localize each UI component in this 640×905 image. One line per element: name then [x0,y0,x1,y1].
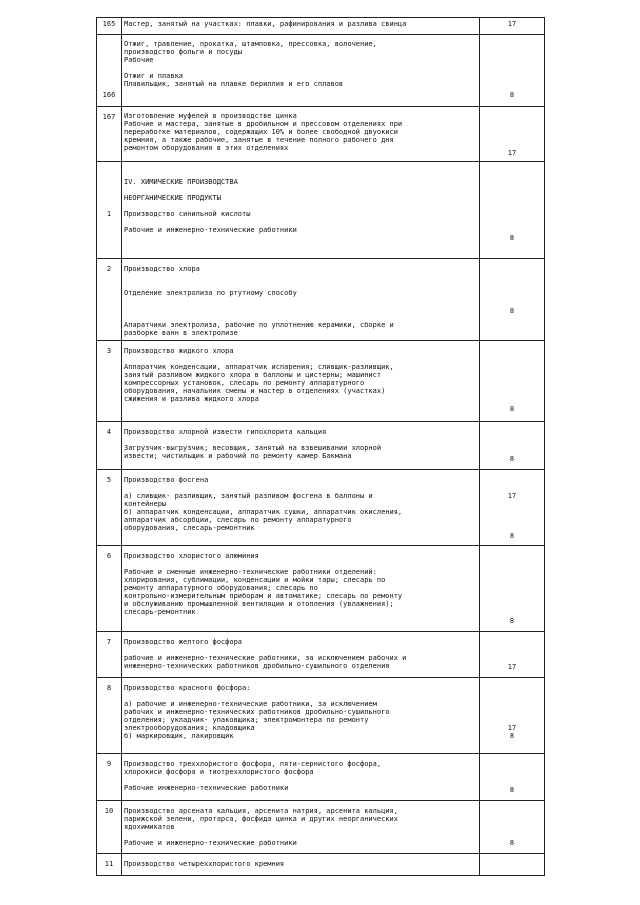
description-line: рабочие и инженерно-технические работники, за исключением рабочих и [124,654,407,662]
row-value-cell [480,632,545,678]
row-number: 167 [102,113,116,121]
table-row [97,546,545,632]
row-description-cell [122,162,480,259]
description-line: парижской зелени, протарса, фосфида цинка и других неорганических [124,815,398,823]
row-value: 17 [507,149,517,157]
description-line [124,186,479,194]
row-value: 8 [509,455,515,463]
table-row [97,259,545,341]
row-description-cell [122,422,480,470]
description-line: IV. ХИМИЧЕСКИЕ ПРОИЗВОДСТВА [124,178,238,186]
description-line: Аппаратчик конденсации, аппаратчик испарения; сливщик-разливщик, [124,363,394,371]
row-value: 17 [507,492,517,500]
table-row [97,801,545,854]
description-line [124,776,479,784]
row-number-cell [97,854,122,876]
table-row [97,18,545,35]
table-row [97,422,545,470]
row-value: 17 [507,20,517,28]
row-value-cell [480,754,545,801]
description-line [124,560,479,568]
row-value [480,860,544,868]
row-description-cell [122,801,480,854]
row-number-cell [97,107,122,162]
row-value-cell [480,107,545,162]
description-line: Рабочие [124,56,154,64]
row-value-cell [480,259,545,341]
description-line: Плавильщик, занятый на плавке бериллия и его сплавов [124,80,344,88]
row-number-cell [97,546,122,632]
description-line: б) маркировщик, лакировщик [124,732,234,740]
description-line: кремния, а также рабочие, занятые в течение полного рабочего дня [124,136,394,144]
description-line: а) сливщик- разливщик, занятый разливом фосгена в баллоны и [124,492,373,500]
description-line [124,305,479,313]
row-description-cell [122,546,480,632]
description-line: контейнеры [124,500,167,508]
row-value-cell [480,854,545,876]
description-line: б) аппаратчик конденсации, аппаратчик сушки, аппаратчик окисления, [124,508,403,516]
description-line: Производство арсената кальция, арсенита натрия, арсенита кальция, [124,807,398,815]
description-line: Рабочие и инженерно-технические работники [124,839,297,847]
description-line: хлорокиси фосфора и тиотреххлористого фосфора [124,768,314,776]
description-line: оборудования, слесарь-ремонтник [124,524,255,532]
row-number: 166 [102,91,116,99]
description-line: Отжиг и плавка [124,72,184,80]
row-description-cell [122,107,480,162]
description-line: Рабочие инженерно-технические работники [124,784,289,792]
table-row [97,470,545,546]
table-row [97,35,545,107]
table-row [97,678,545,754]
row-number: 3 [106,347,112,355]
description-line [124,831,479,839]
description-line: Апаратчики электролиза, рабочие по уплотнению керамики, сборке и [124,321,394,329]
description-line: компрессорных установок, слесарь по ремонту аппаратурного [124,379,365,387]
description-line: хлорирования, сублимации, конденсации и мойки тары; слесарь по [124,576,386,584]
row-number: 11 [104,860,114,868]
description-line: Производство хлорной извести гипохлорита кальция [124,428,327,436]
description-line: Отделение электролиза по ртутному способу [124,289,297,297]
description-line: Производство хлора [124,265,200,273]
row-number-cell [97,162,122,259]
description-line: Загрузчик-выгрузчик; весовщик, занятый на взвешивании хлорной [124,444,382,452]
description-line: Производство красного фосфора: [124,684,251,692]
description-line: рабочих и инженерно-технических работников дробильно-сушильного [124,708,390,716]
description-line: занятый разливом жидкого хлора в баллоны и цистерны; машинист [124,371,382,379]
description-line: сжижения и разлива жидкого хлора [124,395,259,403]
row-number-cell [97,35,122,107]
row-number-cell [97,422,122,470]
table-row [97,854,545,876]
row-value: 8 [509,532,515,540]
row-number: 9 [106,760,112,768]
row-description-cell [122,470,480,546]
row-number-cell [97,754,122,801]
description-line [124,692,479,700]
row-description-cell [122,854,480,876]
description-line [124,273,479,281]
description-line: ремонтом оборудования в этих отделениях [124,144,289,152]
table-row [97,341,545,422]
row-value: 17 [507,724,517,732]
table-row [97,754,545,801]
hazard-list-table [96,17,545,876]
row-description-cell [122,678,480,754]
row-value: 8 [509,234,515,242]
row-value-cell [480,35,545,107]
row-number-cell [97,341,122,422]
description-line: оборудования, начальник смены и мастер в отделениях (участках) [124,387,386,395]
description-line: Производство треххлористого фосфора, пяти-сернистого фосфора, [124,760,382,768]
description-line: Рабочие и сменные инженерно-технические работники отделений: [124,568,377,576]
row-value: 8 [509,405,515,413]
description-line [124,202,479,210]
table-row [97,107,545,162]
description-line: а) рабочие и инженерно-технические работники, за исключением [124,700,377,708]
description-line [124,64,479,72]
description-line [124,281,479,289]
description-line: Отжиг, травление, прокатка, штамповка, прессовка, волочение, [124,40,377,48]
description-line: инженерно-технических работников дробильно-сушильного отделения [124,662,390,670]
row-number-cell [97,632,122,678]
row-value-cell [480,546,545,632]
description-line: и обслуживанию промышленной вентиляции и отопления (увлажнения); [124,600,394,608]
description-line: контрольно-измерительным приборам и автоматике; слесарь по ремонту [124,592,403,600]
row-value: 8 [509,786,515,794]
row-description-cell [122,341,480,422]
row-value: 8 [509,617,515,625]
row-number-cell [97,18,122,35]
row-number: 2 [106,265,112,273]
row-number: 1 [106,210,112,218]
description-line: электрооборудования; кладовщика [124,724,255,732]
description-line: ядохимикатов [124,823,175,831]
row-value-cell [480,18,545,35]
row-number: 5 [106,476,112,484]
description-line: Производство синильной кислоты [124,210,251,218]
row-number-cell [97,801,122,854]
description-line: Производство четыреххлористого кремния [124,860,285,868]
row-value-cell [480,422,545,470]
description-line: отделения; укладчик- упаковщика; электромонтера по ремонту [124,716,369,724]
row-value: 8 [509,839,515,847]
row-number: 7 [106,638,112,646]
row-description-cell [122,632,480,678]
row-value-cell [480,162,545,259]
row-value-cell [480,801,545,854]
description-line: Мастер, занятый на участках: плавки, рафинирования и разлива свинца [124,20,407,28]
description-line [124,297,479,305]
description-line: Производство хлористого алюминия [124,552,259,560]
description-line [124,355,479,363]
description-line: Производство желтого фосфора [124,638,243,646]
description-line: разборке ванн в электролизе [124,329,238,337]
row-value-cell [480,470,545,546]
row-value: 8 [509,91,515,99]
description-line [124,218,479,226]
description-line: Производство фосгена [124,476,209,484]
description-line: Рабочие и мастера, занятые в дробильном и прессовом отделениях при [124,120,403,128]
description-line [124,646,479,654]
row-number-cell [97,678,122,754]
row-value: 8 [509,307,515,315]
description-line: аппаратчик абсорбции, слесарь по ремонту аппаратурного [124,516,352,524]
description-line: слесарь-ремонтник [124,608,196,616]
table-row [97,632,545,678]
description-line: Производство жидкого хлора [124,347,234,355]
description-line: НЕОРГАНИЧЕСКИЕ ПРОДУКТЫ [124,194,221,202]
description-line: Рабочие и инженерно-технические работники [124,226,297,234]
row-description-cell [122,35,480,107]
row-value-cell [480,341,545,422]
row-value: 8 [509,732,515,740]
description-line: Изготовление муфелей в производстве цинка [124,112,297,120]
description-line: ремонту аппаратурного оборудования; слесарь по [124,584,318,592]
row-description-cell [122,18,480,35]
row-description-cell [122,754,480,801]
description-line: производство фольги и посуды [124,48,243,56]
description-line: извести; чистильщик и рабочий по ремонту камер Бакмана [124,452,352,460]
row-description-cell [122,259,480,341]
description-line [124,313,479,321]
table-row [97,162,545,259]
row-number: 6 [106,552,112,560]
row-number: 4 [106,428,112,436]
row-number: 8 [106,684,112,692]
table-body [97,18,545,876]
row-number-cell [97,470,122,546]
description-line [124,436,479,444]
row-number: 165 [102,20,116,28]
row-number-cell [97,259,122,341]
description-line [124,484,479,492]
row-number: 10 [104,807,114,815]
description-line: переработке материалов, содержащих 10% и более свободной двуокиси [124,128,398,136]
row-value-cell [480,678,545,754]
row-value: 17 [507,663,517,671]
